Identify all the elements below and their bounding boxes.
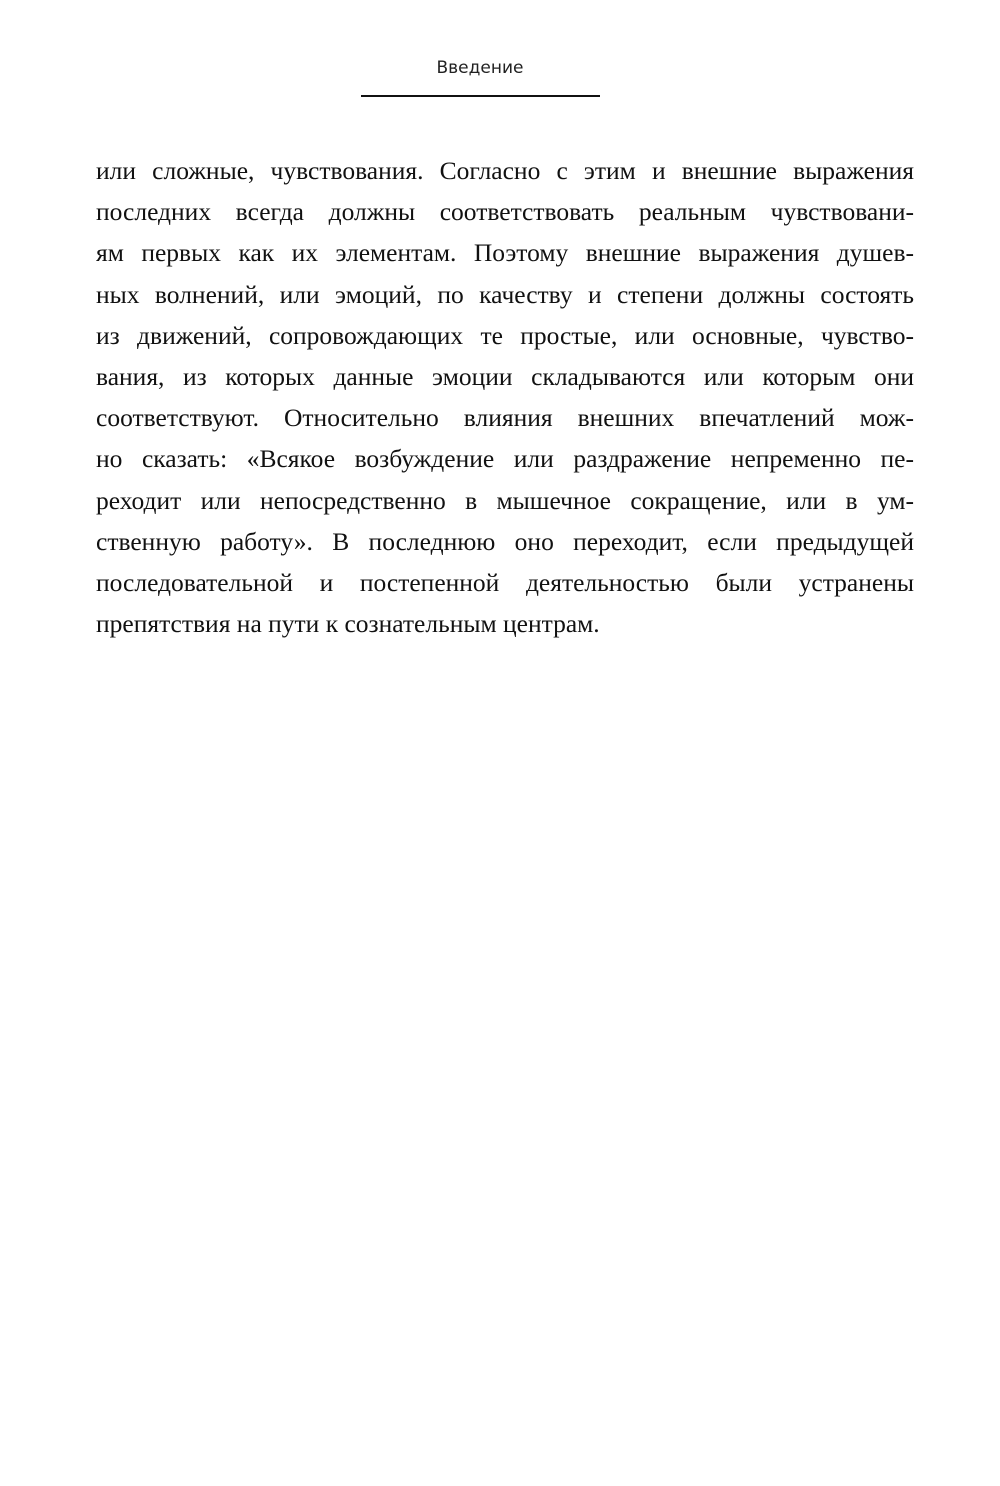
text-line: из движений, сопровождающих те простые, или основные, чувство-	[96, 320, 914, 350]
text-line: реходит или непосредственно в мышечное сокращение, или в ум-	[96, 485, 914, 515]
text-line: вания, из которых данные эмоции складываются или которым они	[96, 361, 914, 391]
text-line: ных волнений, или эмоций, по качеству и степени должны состоять	[96, 279, 914, 309]
header-rule	[361, 95, 600, 97]
text-line: ям первых как их элементам. Поэтому внешние выражения душев-	[96, 238, 914, 268]
text-line: последовательной и постепенной деятельностью были устранены	[96, 567, 914, 597]
text-line: последних всегда должны соответствовать реальным чувствовани-	[96, 197, 914, 227]
text-line: но сказать: «Всякое возбуждение или раздражение непременно пе-	[96, 444, 914, 474]
text-line: препятствия на пути к сознательным центрам.	[96, 609, 600, 639]
running-head: Введение	[436, 58, 524, 78]
text-line: или сложные, чувствования. Согласно с этим и внешние выражения	[96, 156, 914, 185]
text-line: соответствуют. Относительно влияния внешних впечатлений мож-	[96, 403, 914, 433]
text-line: ственную работу». В последнюю оно переходит, если предыдущей	[96, 526, 914, 556]
body-paragraph	[96, 150, 914, 644]
